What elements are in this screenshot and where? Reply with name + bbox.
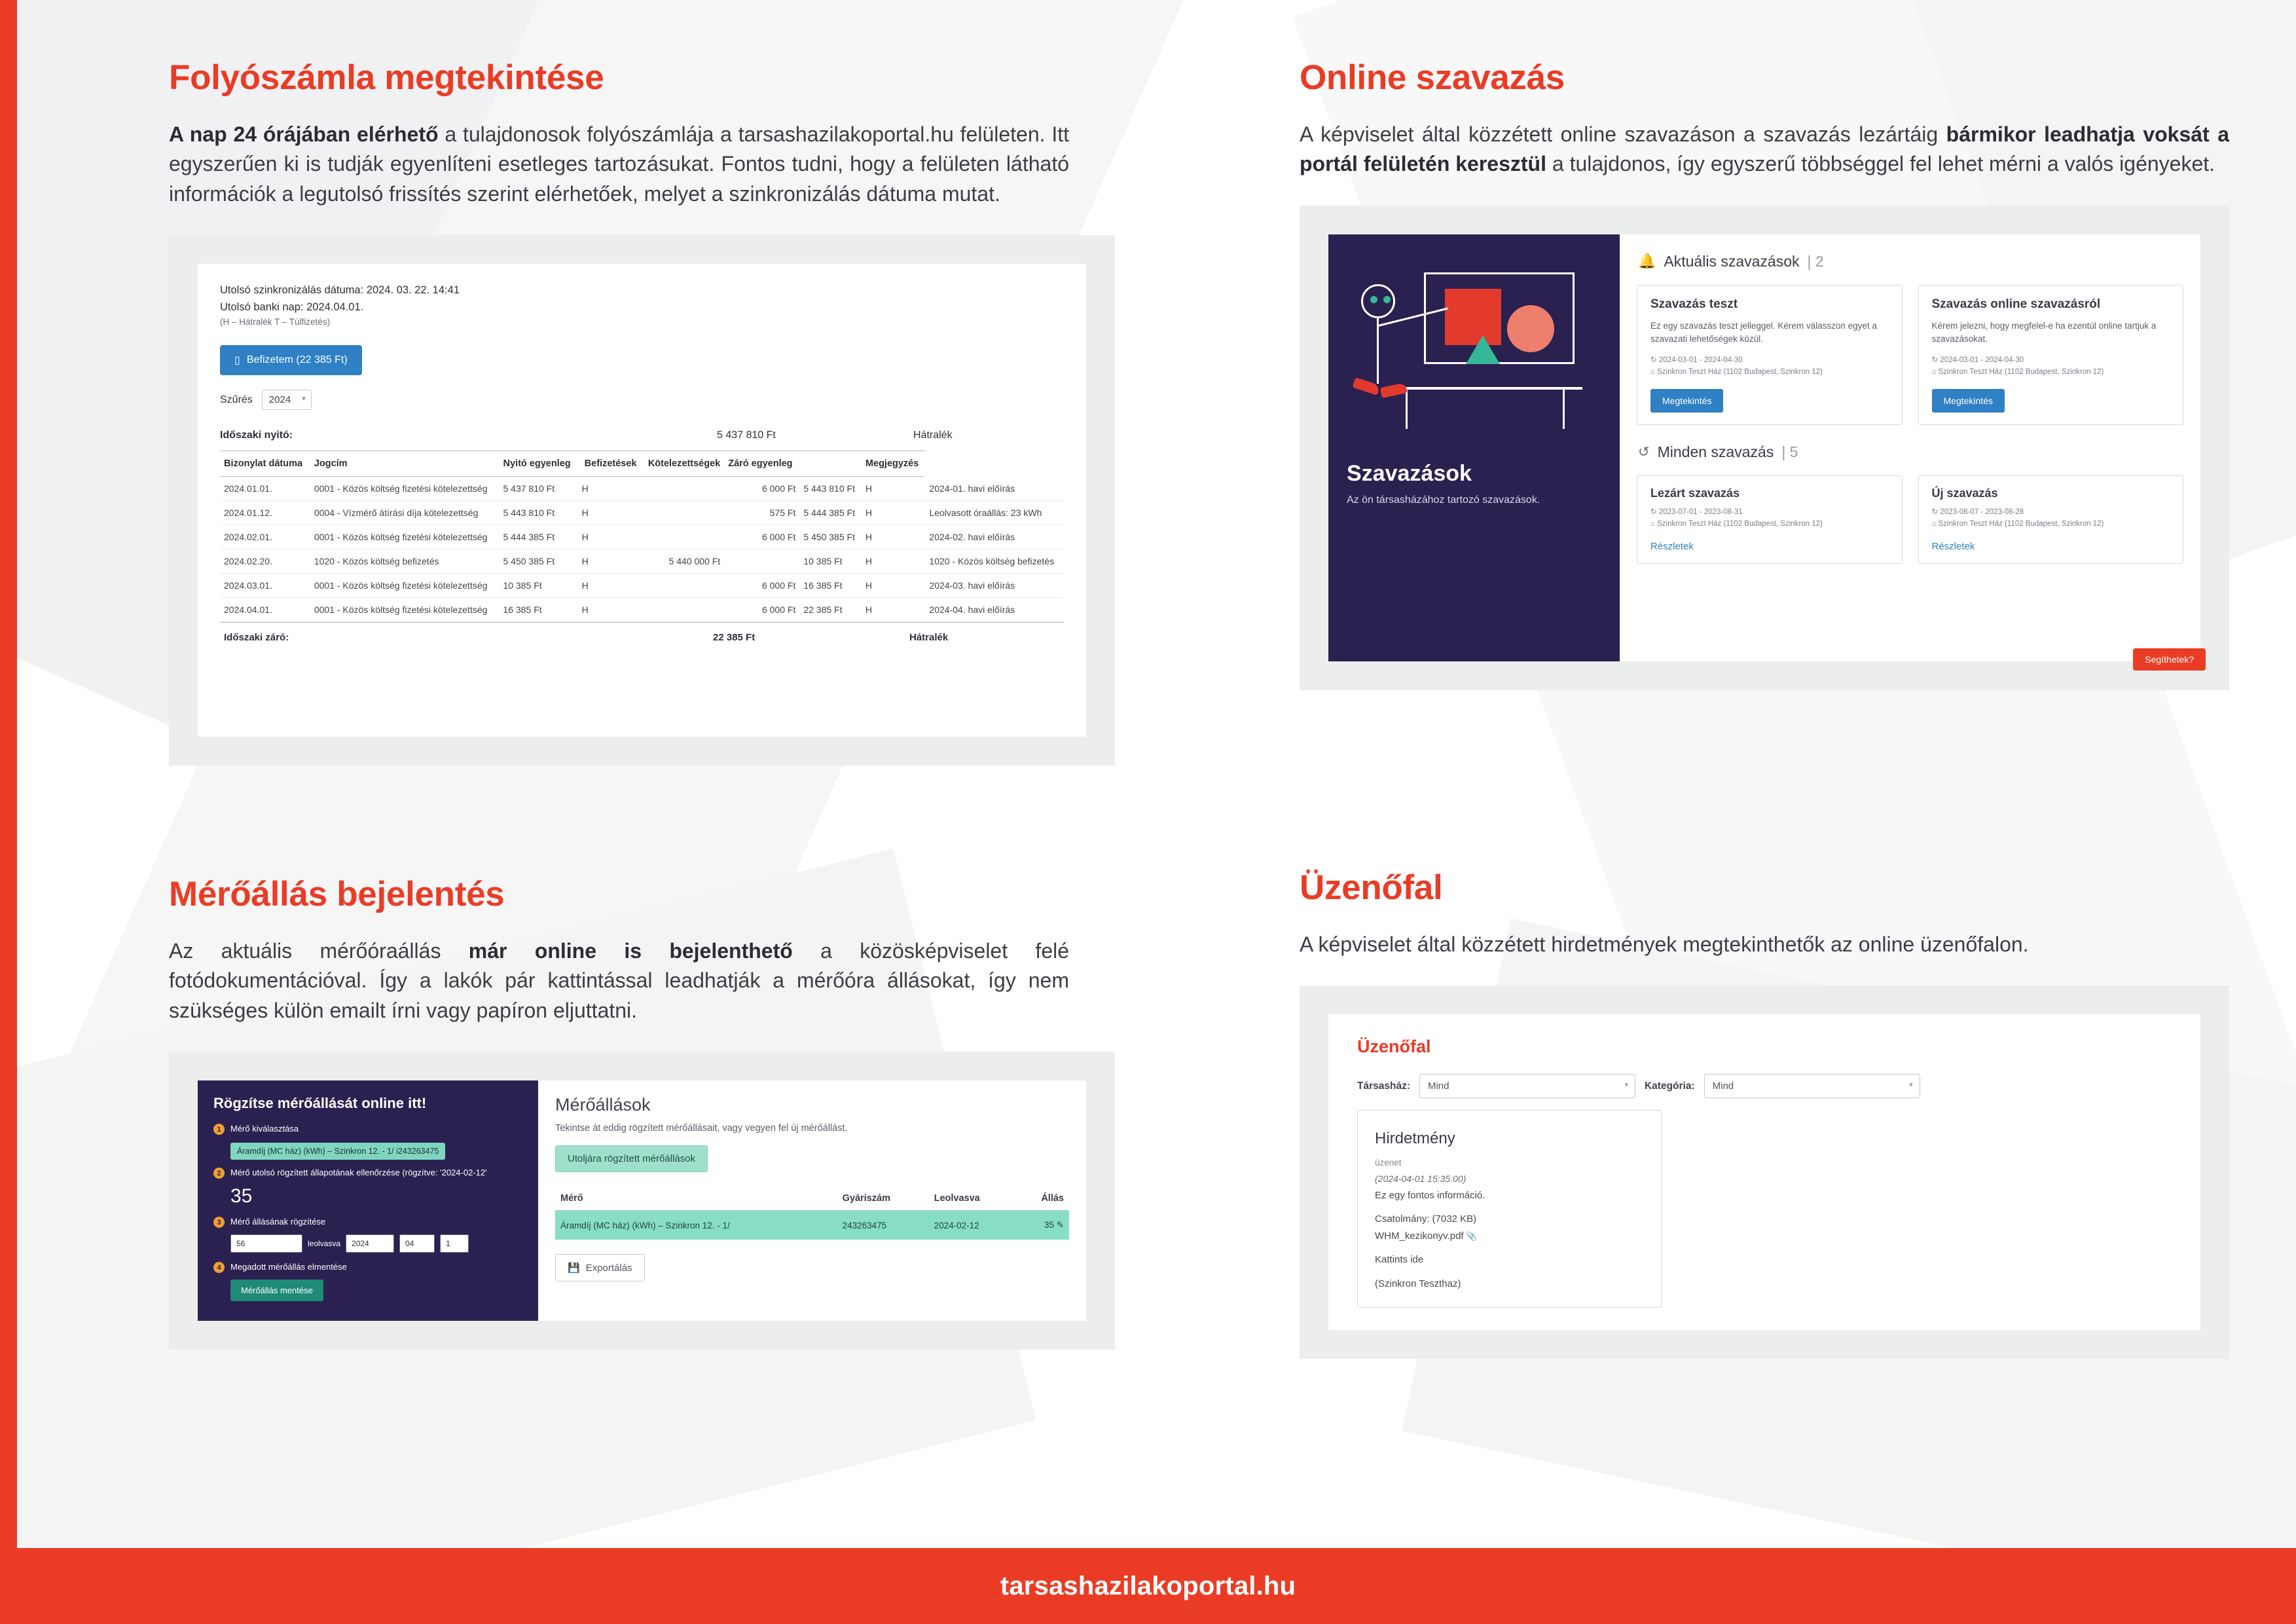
cell-closing-flag: H — [862, 598, 925, 622]
cell-obligation: 6 000 Ft — [724, 574, 799, 598]
board-title: Üzenőfal — [1357, 1037, 1431, 1057]
meter-cell-meter: Áramdíj (MC ház) (kWh) – Szinkron 12. - 1/ — [555, 1211, 837, 1240]
notice-body: Ez egy fontos információ. — [1375, 1189, 1485, 1201]
col-title: Jogcím — [310, 451, 500, 477]
cell-closing: 16 385 Ft — [799, 574, 862, 598]
meter-table — [555, 1187, 1069, 1240]
cell-opening-flag: H — [578, 574, 641, 598]
screenshot-meter — [169, 1052, 1115, 1350]
cell-closing-flag: H — [862, 501, 925, 525]
meter-text-bold: már online is bejelenthető — [468, 939, 793, 963]
cell-opening: 16 385 Ft — [500, 598, 578, 622]
vote-view-button[interactable]: Megtekintés — [1932, 389, 2005, 413]
notice-title: Hirdetmény — [1375, 1130, 1455, 1148]
cell-date: 2024.03.01. — [220, 574, 310, 598]
meter-table-header — [555, 1187, 1069, 1211]
meter-cell-serial: 243263475 — [837, 1211, 929, 1240]
notice-link[interactable]: Kattints ide — [1375, 1254, 1424, 1266]
col-opening: Nyitó egyenleg — [500, 451, 578, 477]
meter-step-4-label: Megadott mérőállás elmentése — [230, 1262, 347, 1272]
cell-title: 0001 - Közös költség fizetési kötelezettség — [310, 598, 500, 622]
opening-status: Hátralék — [913, 430, 953, 441]
vote-card-body: Kérem jelezni, hogy megfelel-e ha ezentúl online tartjuk a szavazásokat. — [1931, 320, 2157, 344]
step-number-icon: 3 — [213, 1217, 225, 1228]
vote-card-list — [1637, 285, 2183, 425]
cell-obligation: 575 Ft — [724, 501, 799, 525]
vote-card-period: ↻ 2024-03-01 - 2024-04-30 — [1931, 356, 2024, 365]
vote-card-title: Szavazás teszt — [1650, 297, 1738, 311]
paperclip-icon: 📎 — [1466, 1231, 1477, 1242]
current-votes-title: Aktuális szavazások — [1664, 252, 1800, 270]
meter-step-3 — [213, 1217, 522, 1228]
table-row[interactable] — [220, 501, 1064, 525]
meter-list-subtitle: Tekintse át eddig rögzített mérőállásait, vagy vegyen fel új mérőállást. — [555, 1123, 848, 1134]
vote-view-button[interactable]: Megtekintés — [1650, 389, 1723, 413]
pay-button-label: Befizetem (22 385 Ft) — [246, 354, 348, 366]
cell-payment — [640, 574, 724, 598]
reading-day-input[interactable]: 1 — [440, 1234, 469, 1253]
vote-history-period: ↻ 2023-08-07 - 2023-08-28 — [1931, 508, 2024, 516]
board-filter-row — [1357, 1074, 2172, 1098]
voting-text-bold: bármikor leadhatja voksát a portál felületén keresztül — [1300, 122, 2230, 176]
table-row[interactable] — [220, 549, 1064, 574]
meter-step-2-label: Mérő utolsó rögzített állapotának ellenőrzése (rögzítve: '2024-02-12' — [230, 1168, 487, 1178]
balance-legend: (H – Hátralék T – Túlfizetés) — [220, 317, 331, 327]
section-text-voting — [1300, 120, 2229, 179]
meter-col-meter: Mérő — [555, 1187, 837, 1211]
attachment-name: WHM_kezikonyv.pdf — [1375, 1230, 1464, 1242]
col-payments: Befizetések — [578, 451, 641, 477]
cell-opening: 10 385 Ft — [500, 574, 578, 598]
bell-icon: 🔔 — [1638, 253, 1656, 270]
help-button[interactable]: Segíthetek? — [2133, 648, 2206, 671]
cell-opening-flag: H — [578, 477, 641, 501]
page-title-board: Üzenőfal — [1300, 868, 1443, 907]
section-account — [169, 58, 1069, 766]
meter-cell-value-text: 35 — [1044, 1220, 1054, 1230]
export-button[interactable] — [555, 1254, 645, 1282]
meter-cell-read: 2024-02-12 — [929, 1211, 1017, 1240]
cell-title: 0001 - Közös költség fizetési kötelezettség — [310, 525, 500, 549]
table-header-row — [220, 451, 1064, 477]
screenshot-board — [1300, 986, 2229, 1359]
opening-label: Időszaki nyitó: — [220, 430, 293, 441]
all-votes-title: Minden szavazás — [1657, 443, 1774, 460]
last-reading-value: 35 — [230, 1185, 253, 1208]
cell-note: 2024-03. havi előírás — [925, 574, 1064, 598]
vote-card[interactable] — [1637, 285, 1903, 425]
notice-card[interactable] — [1357, 1110, 1662, 1307]
closing-status: Hátralék — [909, 632, 949, 644]
cell-opening-flag: H — [578, 501, 641, 525]
reading-value-input[interactable]: 56 — [230, 1234, 302, 1253]
vote-history-card[interactable] — [1918, 475, 2184, 564]
meter-col-read: Leolvasva — [929, 1187, 1017, 1211]
current-votes-count: | 2 — [1807, 252, 1824, 270]
presenter-illustration-icon — [1347, 253, 1601, 449]
meter-entry-panel — [198, 1080, 538, 1321]
cell-note: 1020 - Közös költség befizetés — [925, 549, 1064, 574]
reading-month-input[interactable]: 04 — [399, 1234, 435, 1253]
table-row[interactable] — [220, 525, 1064, 549]
table-row[interactable] — [220, 574, 1064, 598]
export-button-label: Exportálás — [585, 1262, 632, 1274]
cell-title: 1020 - Közös költség befizetés — [310, 549, 500, 574]
save-reading-button[interactable]: Mérőállás mentése — [230, 1280, 323, 1301]
vote-history-link[interactable]: Részletek — [1650, 540, 1694, 552]
meter-text-post: a közösképviselet felé fotódokumentációval. Így a lakók pár kattintással leadhatják a mérőóra állásokat, így nem szükséges külön emailt írni vagy papíron eljuttatni. — [169, 939, 1070, 1022]
cell-note: 2024-04. havi előírás — [925, 598, 1064, 622]
cell-opening-flag: H — [578, 525, 641, 549]
voting-main — [1620, 234, 2200, 665]
meter-step-2 — [213, 1168, 522, 1179]
cell-closing-flag: H — [862, 549, 925, 574]
screenshot-account — [169, 235, 1115, 766]
card-icon: ▯ — [234, 355, 240, 367]
recent-readings-button[interactable]: Utoljára rögzített mérőállások — [555, 1145, 708, 1172]
meter-select[interactable]: Áramdíj (MC ház) (kWh) – Szinkron 12. - 1/ i243263475 — [230, 1143, 445, 1160]
closing-balance-row — [220, 622, 1064, 643]
cell-obligation: 6 000 Ft — [724, 598, 799, 622]
page-title-account: Folyószámla megtekintése — [169, 58, 604, 97]
col-note: Megjegyzés — [862, 451, 925, 477]
meter-cell-value — [1017, 1211, 1069, 1240]
all-votes-count: | 5 — [1781, 443, 1798, 460]
cell-note: 2024-02. havi előírás — [925, 525, 1064, 549]
export-icon: 💾 — [568, 1263, 580, 1274]
edit-icon[interactable]: ✎ — [1056, 1220, 1064, 1230]
vote-history-period: ↻ 2023-07-01 - 2023-08-31 — [1650, 508, 1743, 516]
notice-kind: üzenet — [1375, 1158, 1402, 1168]
vote-card-house: ⌂ Szinkron Teszt Ház (1102 Budapest, Szinkron 12) — [1650, 368, 1823, 377]
vote-card[interactable] — [1918, 285, 2184, 425]
year-select[interactable]: 2024 ▾ — [262, 390, 312, 410]
account-text-bold: A nap 24 órájában elérhető — [169, 122, 439, 146]
cell-title: 0001 - Közös költség fizetési kötelezettség — [310, 574, 500, 598]
cell-note: Leolvasott óraállás: 23 kWh — [925, 501, 1064, 525]
cell-opening-flag: H — [578, 549, 641, 574]
cell-date: 2024.01.12. — [220, 501, 310, 525]
notice-house: (Szinkron Teszthaz) — [1375, 1278, 1461, 1289]
page-title-voting: Online szavazás — [1300, 58, 1565, 97]
cell-date: 2024.02.20. — [220, 549, 310, 574]
house-filter-label: Társasház: — [1357, 1080, 1410, 1092]
col-obligations: Kötelezettségek — [640, 451, 724, 477]
meter-text-pre: Az aktuális mérőóraállás — [169, 939, 469, 963]
category-filter-label: Kategória: — [1644, 1080, 1695, 1092]
sync-date: Utolsó szinkronizálás dátuma: 2024. 03. 22. 14:41 — [220, 284, 460, 297]
table-row[interactable] — [220, 598, 1064, 622]
notice-date: (2024-04-01 15:35:00) — [1375, 1173, 1467, 1185]
cell-payment — [640, 477, 724, 501]
page-title-meter: Mérőállás bejelentés — [169, 875, 505, 913]
step-number-icon: 4 — [213, 1262, 225, 1273]
attachment-row[interactable] — [1375, 1228, 1644, 1245]
account-table — [220, 451, 1064, 622]
pay-button[interactable] — [220, 345, 362, 375]
vote-card-period: ↻ 2024-03-01 - 2024-04-30 — [1650, 356, 1743, 365]
vote-card-title: Szavazás online szavazásról — [1931, 297, 2101, 311]
section-text-meter — [169, 936, 1069, 1025]
cell-payment — [640, 598, 724, 622]
cell-closing-flag: H — [862, 574, 925, 598]
cell-opening: 5 444 385 Ft — [500, 525, 578, 549]
step-number-icon: 2 — [213, 1168, 225, 1179]
cell-note: 2024-01. havi előírás — [925, 477, 1064, 501]
cell-closing-flag: H — [862, 525, 925, 549]
cell-title: 0004 - Vízmérő átírási díja kötelezettség — [310, 501, 500, 525]
closing-value: 22 385 Ft — [713, 632, 756, 644]
voting-hero — [1328, 234, 1620, 661]
cell-date: 2024.02.01. — [220, 525, 310, 549]
cell-payment — [640, 501, 724, 525]
reading-year-input[interactable]: 2024 — [346, 1234, 394, 1253]
meter-panel-title: Rögzítse mérőállását online itt! — [213, 1095, 427, 1112]
account-text-rest: a tulajdonosok folyószámlája a tarsashazilakoportal.hu felületen. Itt egyszerűen ki is tudják egyenlíteni esetleges tartozásukat. Fontos tudni, hogy a felületen látható információk a legutolsó frissítés szerint elérhetőek, melyet a szinkronizálás dátuma mutat. — [169, 122, 1070, 206]
vote-history-house: ⌂ Szinkron Teszt Ház (1102 Budapest, Szinkron 12) — [1931, 519, 2104, 528]
table-row[interactable] — [555, 1211, 1069, 1240]
cell-title: 0001 - Közös költség fizetési kötelezettség — [310, 477, 500, 501]
meter-step-3-label: Mérő állásának rögzítése — [230, 1217, 326, 1227]
col-closing: Záró egyenleg — [724, 451, 799, 477]
cell-opening: 5 450 385 Ft — [500, 549, 578, 574]
account-meta — [220, 282, 1064, 329]
cell-closing: 5 450 385 Ft — [799, 525, 862, 549]
meter-list-panel — [538, 1080, 1086, 1321]
screenshot-voting — [1300, 206, 2229, 690]
cell-closing: 22 385 Ft — [799, 598, 862, 622]
opening-balance-row — [220, 426, 1064, 451]
cell-payment: 5 440 000 Ft — [640, 549, 724, 574]
section-voting — [1300, 58, 2229, 690]
filter-label: Szűrés — [220, 394, 253, 405]
vote-history-house: ⌂ Szinkron Teszt Ház (1102 Budapest, Szinkron 12) — [1650, 519, 1823, 528]
section-board — [1300, 868, 2229, 1359]
cell-payment — [640, 525, 724, 549]
closing-label: Időszaki záró: — [224, 632, 289, 644]
house-filter-select[interactable]: Mind ▾ — [1419, 1074, 1635, 1098]
vote-card-body: Ez egy szavazás teszt jelleggel. Kérem válasszon egyet a szavazati lehetőségek közül. — [1650, 320, 1877, 344]
history-icon: ↺ — [1638, 445, 1650, 460]
hero-title: Szavazások — [1347, 460, 1472, 486]
cell-opening-flag: H — [578, 598, 641, 622]
cell-obligation: 6 000 Ft — [724, 477, 799, 501]
col-flag — [799, 451, 862, 477]
vote-history-link[interactable]: Részletek — [1931, 540, 1975, 552]
hero-subtitle: Az ön társasházához tartozó szavazások. — [1347, 494, 1540, 506]
footer-url: tarsashazilakoportal.hu — [1000, 1571, 1296, 1600]
voting-text-post: a tulajdonos, így egyszerű többséggel fel lehet mérni a valós igényeket. — [1546, 152, 2215, 176]
filter-row — [220, 390, 1064, 410]
section-text-account — [169, 120, 1069, 209]
vote-history-card[interactable] — [1637, 475, 1903, 564]
bank-day: Utolsó banki nap: 2024.04.01. — [220, 301, 364, 313]
meter-list-title: Mérőállások — [555, 1095, 651, 1115]
all-votes-header — [1638, 443, 2183, 461]
cell-closing-flag: H — [862, 477, 925, 501]
voting-text-pre: A képviselet által közzétett online szavazáson a szavazás lezártáig — [1300, 122, 1946, 146]
meter-step-1-label: Mérő kiválasztása — [230, 1124, 299, 1134]
footer-bar — [0, 1548, 2296, 1624]
cell-obligation: 6 000 Ft — [724, 525, 799, 549]
opening-value: 5 437 810 Ft — [717, 430, 776, 441]
cell-obligation — [724, 549, 799, 574]
cell-opening: 5 443 810 Ft — [500, 501, 578, 525]
cell-opening: 5 437 810 Ft — [500, 477, 578, 501]
cell-date: 2024.01.01. — [220, 477, 310, 501]
cell-date: 2024.04.01. — [220, 598, 310, 622]
cell-closing: 10 385 Ft — [799, 549, 862, 574]
section-text-board: A képviselet által közzétett hirdetmények megtekinthetők az online üzenőfalon. — [1300, 932, 2029, 956]
step-number-icon: 1 — [213, 1124, 225, 1135]
vote-history-list — [1637, 475, 2183, 564]
left-accent-bar — [0, 0, 17, 1624]
cell-closing: 5 444 385 Ft — [799, 501, 862, 525]
meter-col-value: Állás — [1017, 1187, 1069, 1211]
category-filter-select[interactable]: Mind ▾ — [1704, 1074, 1920, 1098]
meter-col-serial: Gyáriszám — [837, 1187, 929, 1211]
vote-history-title: Lezárt szavazás — [1650, 487, 1740, 500]
section-meter — [169, 874, 1069, 1350]
attachment-label: Csatolmány: (7032 KB) — [1375, 1213, 1477, 1225]
table-row[interactable] — [220, 477, 1064, 501]
meter-step-4 — [213, 1262, 522, 1273]
col-date: Bizonylat dátuma — [220, 451, 310, 477]
cell-closing: 5 443 810 Ft — [799, 477, 862, 501]
vote-card-house: ⌂ Szinkron Teszt Ház (1102 Budapest, Szinkron 12) — [1931, 368, 2104, 377]
current-votes-header — [1638, 253, 2183, 270]
vote-history-title: Új szavazás — [1931, 487, 1998, 500]
reading-date-label: leolvasva — [308, 1239, 341, 1249]
reading-input-row — [230, 1234, 522, 1253]
meter-step-1 — [213, 1124, 522, 1135]
